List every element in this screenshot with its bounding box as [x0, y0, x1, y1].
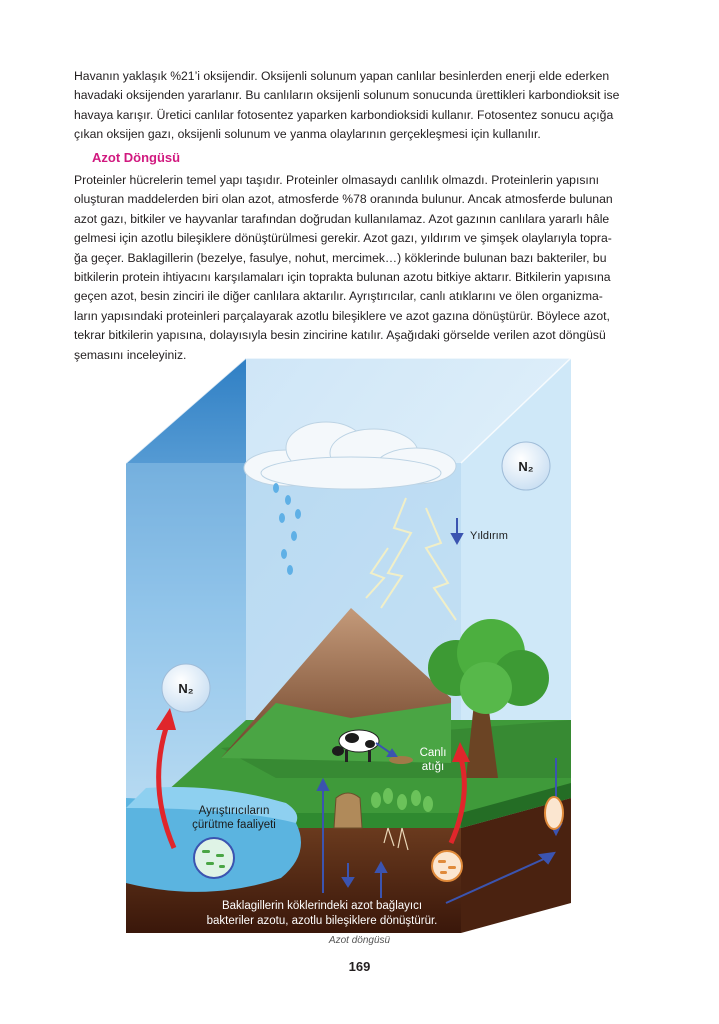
bacteria-side: [545, 797, 563, 829]
body-line: geçen azot, besin zinciri ile diğer canlılara aktarılır. Ayrıştırıcılar, canlı atıklarını ve ölen organizma-: [74, 289, 603, 304]
decomposer-microbes: [194, 838, 234, 878]
intro-line: Havanın yaklaşık %21’i oksijendir. Oksijenli solunum yapan canlılar besinlerden enerji elde ederken: [74, 69, 610, 83]
page-number: 169: [348, 959, 371, 974]
decomposer-label-2: çürütme faaliyeti: [192, 819, 276, 831]
body-paragraph: [74, 171, 644, 365]
intro-line: havaya karışır. Üretici canlılar fotosentez yaparken karbondioksidi kullanır. Fotosentez sonucu açığa: [74, 107, 614, 122]
decomposer-label-1: Ayrıştırıcıların: [198, 805, 270, 817]
intro-line: çıkan oksijen gazı, oksijenli solunum ve yanma olaylarının gerçekleşmesi için kullanılır.: [74, 127, 541, 142]
nitrogen-fixing-bacteria: [432, 851, 462, 881]
animal-waste: [389, 756, 413, 764]
lightning-label: Yıldırım: [470, 530, 508, 542]
figure-caption: Azot döngüsü: [328, 935, 391, 946]
bacteria-label-1: Baklagillerin köklerindeki azot bağlayıcı: [221, 900, 423, 912]
nitrogen-cycle-diagram: [126, 358, 571, 933]
intro-line: havadaki oksijenden yararlanır. Bu canlıların oksijenli solunum sonucunda ürettikleri karbondioksit ise: [74, 88, 620, 103]
body-line: şemasını inceleyiniz.: [74, 347, 187, 362]
intro-paragraph: [74, 67, 644, 145]
waste-label-1: Canlı: [419, 747, 447, 759]
body-line: ğa geçer. Baklagillerin (bezelye, fasulye, nohut, mercimek…) köklerinde bulunan bazı bakteriler, bu: [74, 250, 607, 265]
body-line: bitkilerin protein ihtiyacını karşılamaları için toprakta bulunan azotu bitkiye aktarır. Bitkilerin yapısına: [74, 270, 611, 285]
body-line: oluşturan maddelerden biri olan azot, atmosferde %78 oranında bulunur. Ancak atmosferde bulunan: [74, 192, 613, 207]
body-line: tekrar bitkilerin yapısına, dolayısıyla besin zincirine katılır. Aşağıdaki görselde verilen azot döngüsü: [74, 328, 606, 343]
body-line: Proteinler hücrelerin temel yapı taşıdır. Proteinler olmasaydı canlılık olmazdı. Proteinlerin yapısını: [74, 173, 599, 187]
body-line: gelmesi için azotlu bileşiklere dönüştürülmesi gerekir. Azot gazı, yıldırım ve şimşek olaylarıyla topra-: [74, 231, 612, 246]
section-title: Azot Döngüsü: [92, 150, 181, 165]
bacteria-label-2: bakteriler azotu, azotlu bileşiklere dönüştürür.: [206, 915, 438, 927]
body-line: azot gazı, bitkiler ve hayvanlar tarafından doğrudan kullanılamaz. Azot gazının canlılara yararlı hâle: [74, 211, 610, 226]
body-line: ların yapısındaki proteinleri parçalayarak azotlu bileşiklere ve azot gazına dönüştürür. Böylece azot,: [74, 308, 610, 323]
n2-top-label: N₂: [518, 459, 534, 474]
n2-left-label: N₂: [178, 681, 194, 696]
waste-label-2: atığı: [421, 761, 445, 773]
fertilizer-sack: [334, 793, 362, 828]
